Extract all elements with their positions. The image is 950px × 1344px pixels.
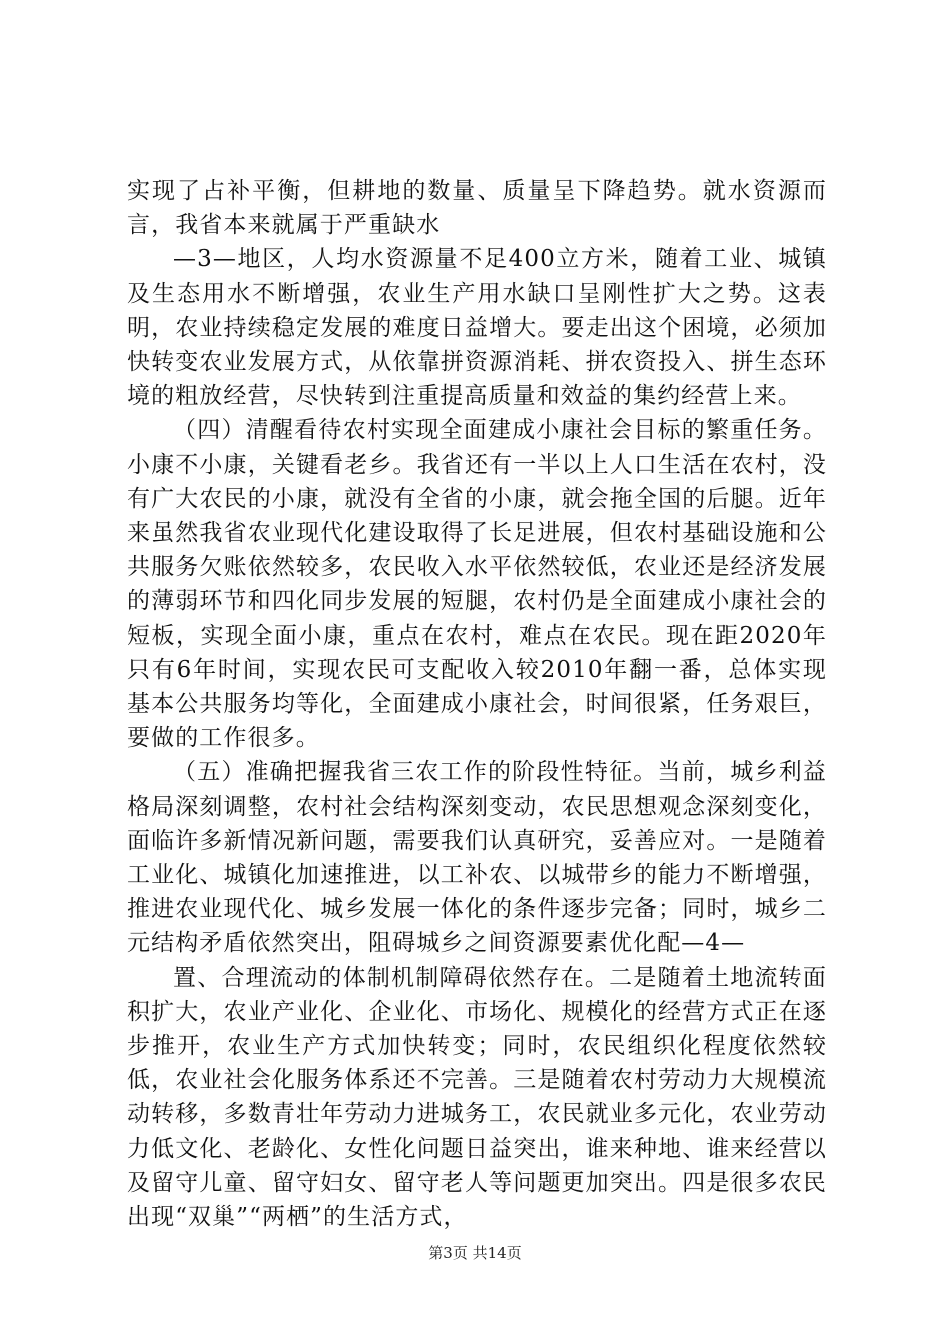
page-footer: 第3页 共14页	[428, 1244, 522, 1262]
paragraph-1: 实现了占补平衡，但耕地的数量、质量呈下降趋势。就水资源而言，我省本来就属于严重缺水	[127, 178, 827, 239]
paragraph-3: （四）清醒看待农村实现全面建成小康社会目标的繁重任务。小康不小康，关键看老乡。我省还有一半以上人口生活在农村，没有广大农民的小康，就没有全省的小康，就会拖全国的后腿。近年来虽然我省农业现代化建设取得了长足进展，但农村基础设施和公共服务欠账依然较多，农民收入水平依然较低，农业还是经济发展的薄弱环节和四化同步发展的短腿，农村仍是全面建成小康社会的短板，实现全面小康，重点在农村，难点在农民。现在距2020年只有6年时间，实现农民可支配收入较2010年翻一番，总体实现基本公共服务均等化，全面建成小康社会，时间很紧，任务艰巨，要做的工作很多。	[127, 417, 827, 752]
paragraph-2: —3—地区，人均水资源量不足400立方米，随着工业、城镇及生态用水不断增强，农业生产用水缺口呈刚性扩大之势。这表明，农业持续稳定发展的难度日益增大。要走出这个困境，必须加快转变农业发展方式，从依靠拼资源消耗、拼农资投入、拼生态环境的粗放经营，尽快转到注重提高质量和效益的集约经营上来。	[127, 246, 827, 410]
document-body	[127, 174, 827, 1234]
paragraph-4: （五）准确把握我省三农工作的阶段性特征。当前，城乡利益格局深刻调整，农村社会结构深刻变动，农民思想观念深刻变化，面临许多新情况新问题，需要我们认真研究，妥善应对。一是随着工业化、城镇化加速推进，以工补农、以城带乡的能力不断增强，推进农业现代化、城乡发展一体化的条件逐步完备；同时，城乡二元结构矛盾依然突出，阻碍城乡之间资源要素优化配—4—	[127, 759, 827, 957]
paragraph-5: 置、合理流动的体制机制障碍依然存在。二是随着土地流转面积扩大，农业产业化、企业化、市场化、规模化的经营方式正在逐步推开，农业生产方式加快转变；同时，农民组织化程度依然较低，农业社会化服务体系还不完善。三是随着农村劳动力大规模流动转移，多数青壮年劳动力进城务工，农民就业多元化，农业劳动力低文化、老龄化、女性化问题日益突出，谁来种地、谁来经营以及留守儿童、留守妇女、留守老人等问题更加突出。四是很多农民出现“双巢”“两栖”的生活方式，	[127, 964, 827, 1231]
